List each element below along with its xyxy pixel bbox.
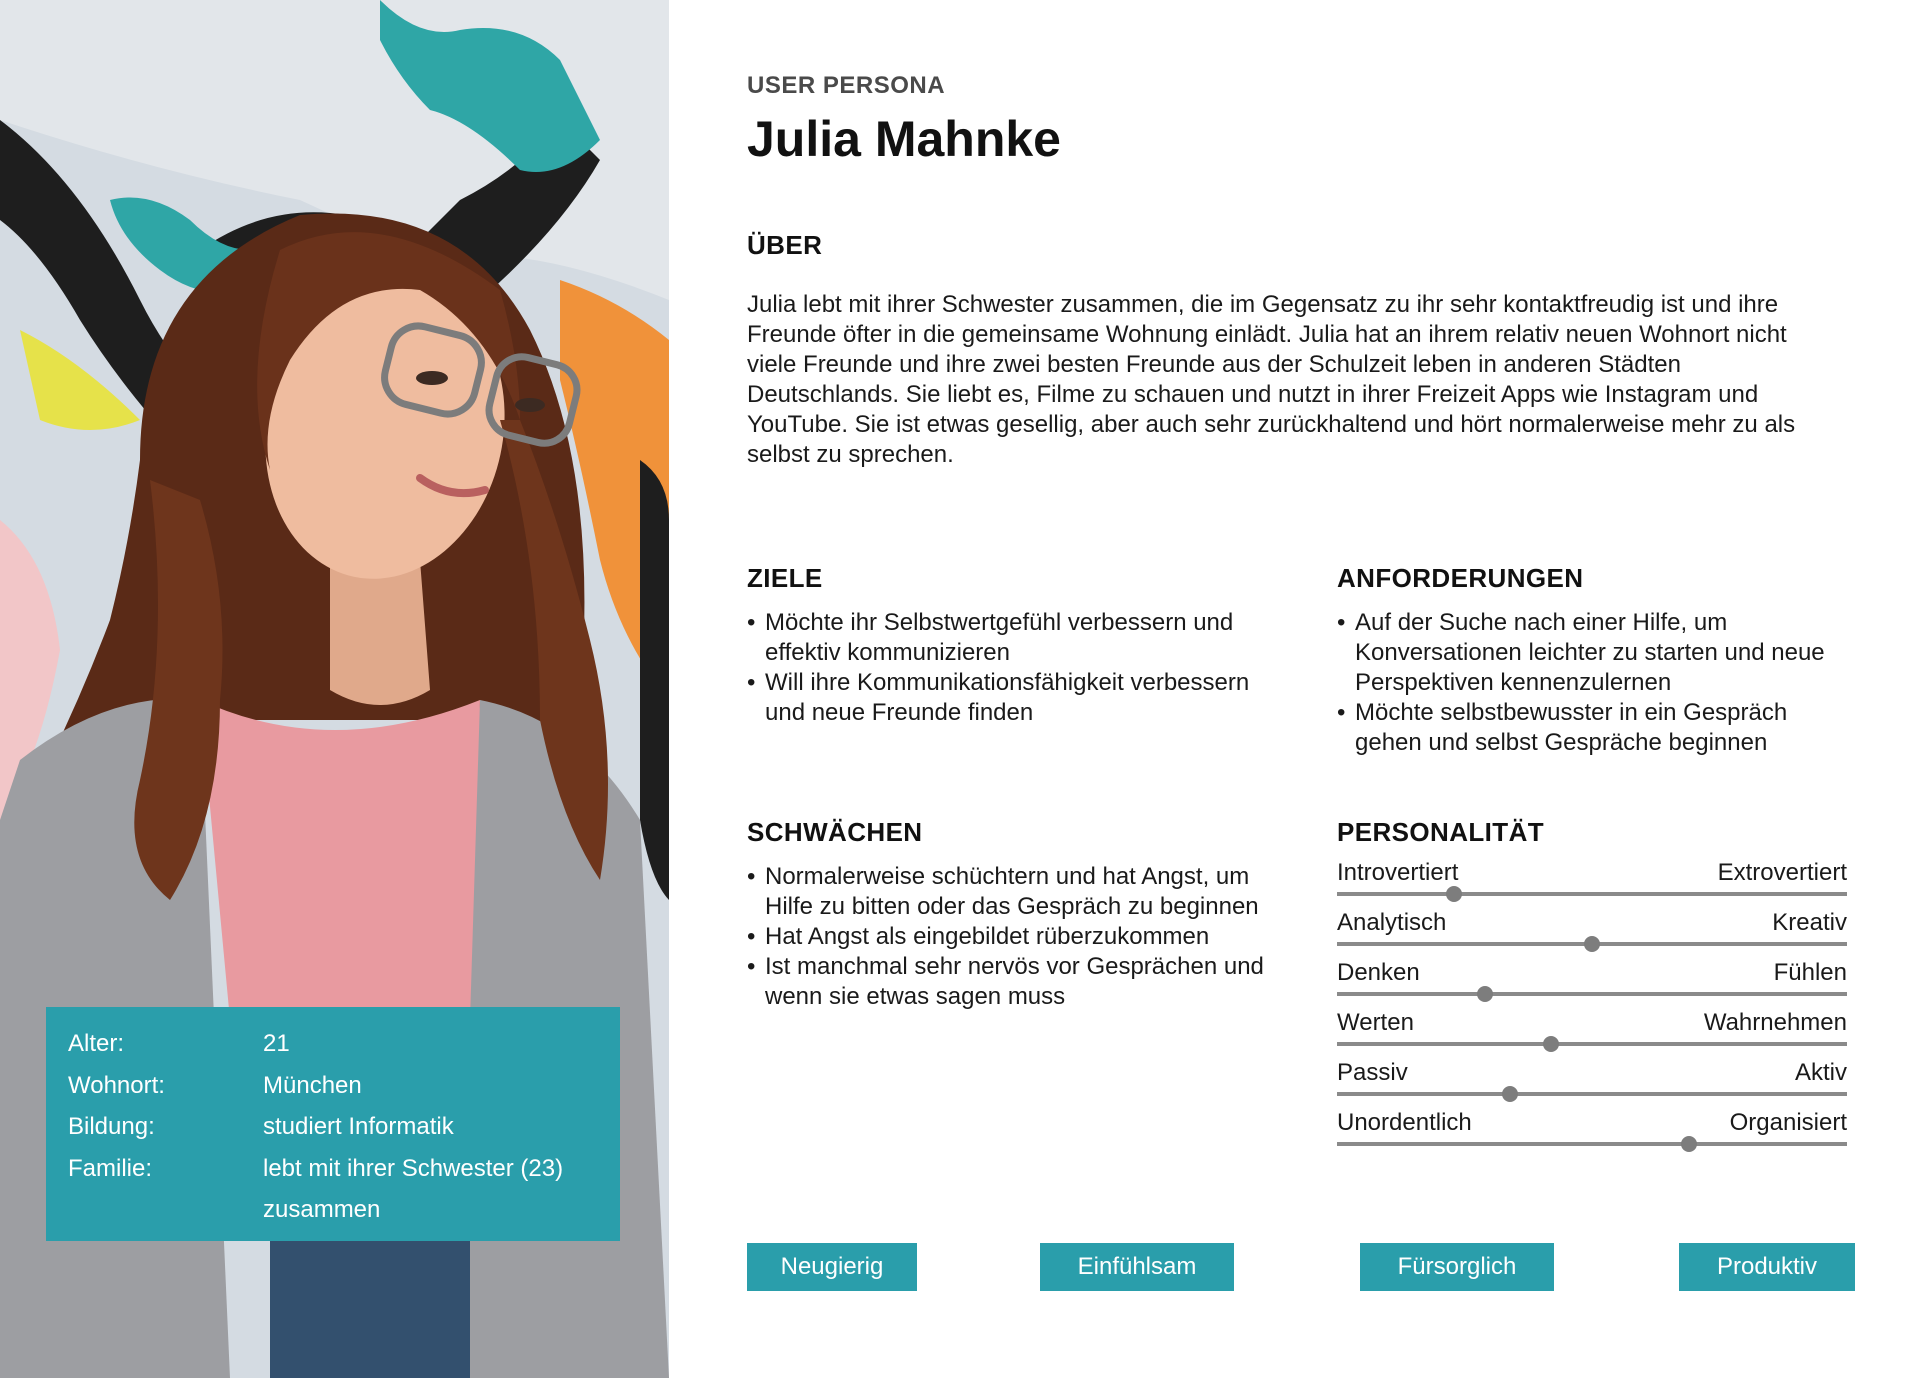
info-value: studiert Informatik xyxy=(263,1113,454,1140)
weaknesses-heading: SCHWÄCHEN xyxy=(747,817,923,847)
info-value: lebt mit ihrer Schwester (23) zusammen xyxy=(263,1154,564,1223)
list-item: • Hat Angst als eingebildet rüberzukommen xyxy=(747,922,1267,952)
trait-scale xyxy=(1337,1058,1847,1108)
trait-scale xyxy=(1337,908,1847,958)
tag-fuersorglich: Fürsorglich xyxy=(1360,1243,1554,1291)
personality-heading: PERSONALITÄT xyxy=(1337,817,1545,847)
tag-neugierig: Neugierig xyxy=(747,1243,917,1291)
about-text: Julia lebt mit ihrer Schwester zusammen, die im Gegensatz zu ihr sehr kontaktfreudig ist und ihre Freunde öfter in die gemeinsame Wohnung einlädt. Julia hat an ihrem relativ neuen Wohnort nicht viele Freunde und ihre zwei besten Freunde aus der Schulzeit leben in anderen Städten Deutschlands. Sie liebt es, Filme zu schauen und nutzt in ihrer Freizeit Apps wie Instagram und YouTube. Sie ist etwas gesellig, aber auch sehr zurückhaltend und hört normalerweise mehr zu als selbst zu sprechen. xyxy=(747,291,1796,468)
trait-marker xyxy=(1584,936,1600,952)
personality-scales xyxy=(1337,858,1847,1158)
trait-left-label: Passiv xyxy=(1337,1059,1408,1086)
trait-marker xyxy=(1446,886,1462,902)
trait-scale xyxy=(1337,1008,1847,1058)
trait-left-label: Analytisch xyxy=(1337,909,1447,936)
trait-left-label: Werten xyxy=(1337,1009,1414,1036)
persona-photo xyxy=(0,0,669,1378)
list-item: • Ist manchmal sehr nervös vor Gesprächen und wenn sie etwas sagen muss xyxy=(747,952,1267,1012)
info-value: München xyxy=(263,1071,362,1099)
tag-einfuehlsam: Einfühlsam xyxy=(1040,1243,1234,1291)
trait-track xyxy=(1337,1142,1847,1146)
info-value: 21 xyxy=(263,1030,290,1057)
list-item: • Will ihre Kommunikationsfähigkeit verbessern und neue Freunde finden xyxy=(747,668,1267,728)
trait-right-label: Aktiv xyxy=(1794,1059,1847,1086)
info-row-education xyxy=(68,1106,598,1148)
trait-scale xyxy=(1337,958,1847,1008)
requirements-heading: ANFORDERUNGEN xyxy=(1337,563,1584,593)
trait-track xyxy=(1337,1042,1847,1046)
trait-right-label: Fühlen xyxy=(1773,959,1847,986)
info-label: Alter: xyxy=(68,1030,125,1057)
info-row-age xyxy=(68,1023,598,1065)
trait-scale xyxy=(1337,1108,1847,1158)
trait-right-label: Extrovertiert xyxy=(1717,859,1847,886)
trait-track xyxy=(1337,1092,1847,1096)
trait-left-label: Introvertiert xyxy=(1337,859,1459,886)
weaknesses-list xyxy=(747,862,1267,1012)
info-label: Bildung: xyxy=(68,1113,155,1140)
trait-left-label: Denken xyxy=(1337,959,1420,986)
info-row-residence xyxy=(68,1065,598,1107)
trait-track xyxy=(1337,992,1847,996)
requirements-list xyxy=(1337,608,1857,758)
trait-track xyxy=(1337,892,1847,896)
trait-right-label: Organisiert xyxy=(1729,1109,1847,1136)
about-heading: ÜBER xyxy=(747,230,823,260)
trait-right-label: Wahrnehmen xyxy=(1703,1009,1847,1036)
trait-marker xyxy=(1477,986,1493,1002)
info-label: Familie: xyxy=(68,1154,153,1182)
info-label: Wohnort: xyxy=(68,1071,165,1099)
page-kicker: USER PERSONA xyxy=(747,72,946,99)
goals-heading: ZIELE xyxy=(747,563,823,593)
info-row-family xyxy=(68,1148,598,1231)
tag-produktiv: Produktiv xyxy=(1679,1243,1855,1291)
list-item: • Auf der Suche nach einer Hilfe, um Konversationen leichter zu starten und neue Perspektiven kennenzulernen xyxy=(1337,608,1857,698)
list-item: • Möchte selbstbewusster in ein Gespräch gehen und selbst Gespräche beginnen xyxy=(1337,698,1857,758)
trait-marker xyxy=(1543,1036,1559,1052)
trait-marker xyxy=(1681,1136,1697,1152)
trait-scale xyxy=(1337,858,1847,908)
persona-content xyxy=(747,0,1867,1378)
trait-right-label: Kreativ xyxy=(1772,909,1847,936)
goals-list xyxy=(747,608,1267,728)
trait-marker xyxy=(1502,1086,1518,1102)
trait-left-label: Unordentlich xyxy=(1337,1109,1472,1136)
persona-name: Julia Mahnke xyxy=(747,111,1061,167)
persona-info-box xyxy=(46,1007,620,1241)
list-item: • Normalerweise schüchtern und hat Angst, um Hilfe zu bitten oder das Gespräch zu beginnen xyxy=(747,862,1267,922)
list-item: • Möchte ihr Selbstwertgefühl verbessern und effektiv kommunizieren xyxy=(747,608,1267,668)
